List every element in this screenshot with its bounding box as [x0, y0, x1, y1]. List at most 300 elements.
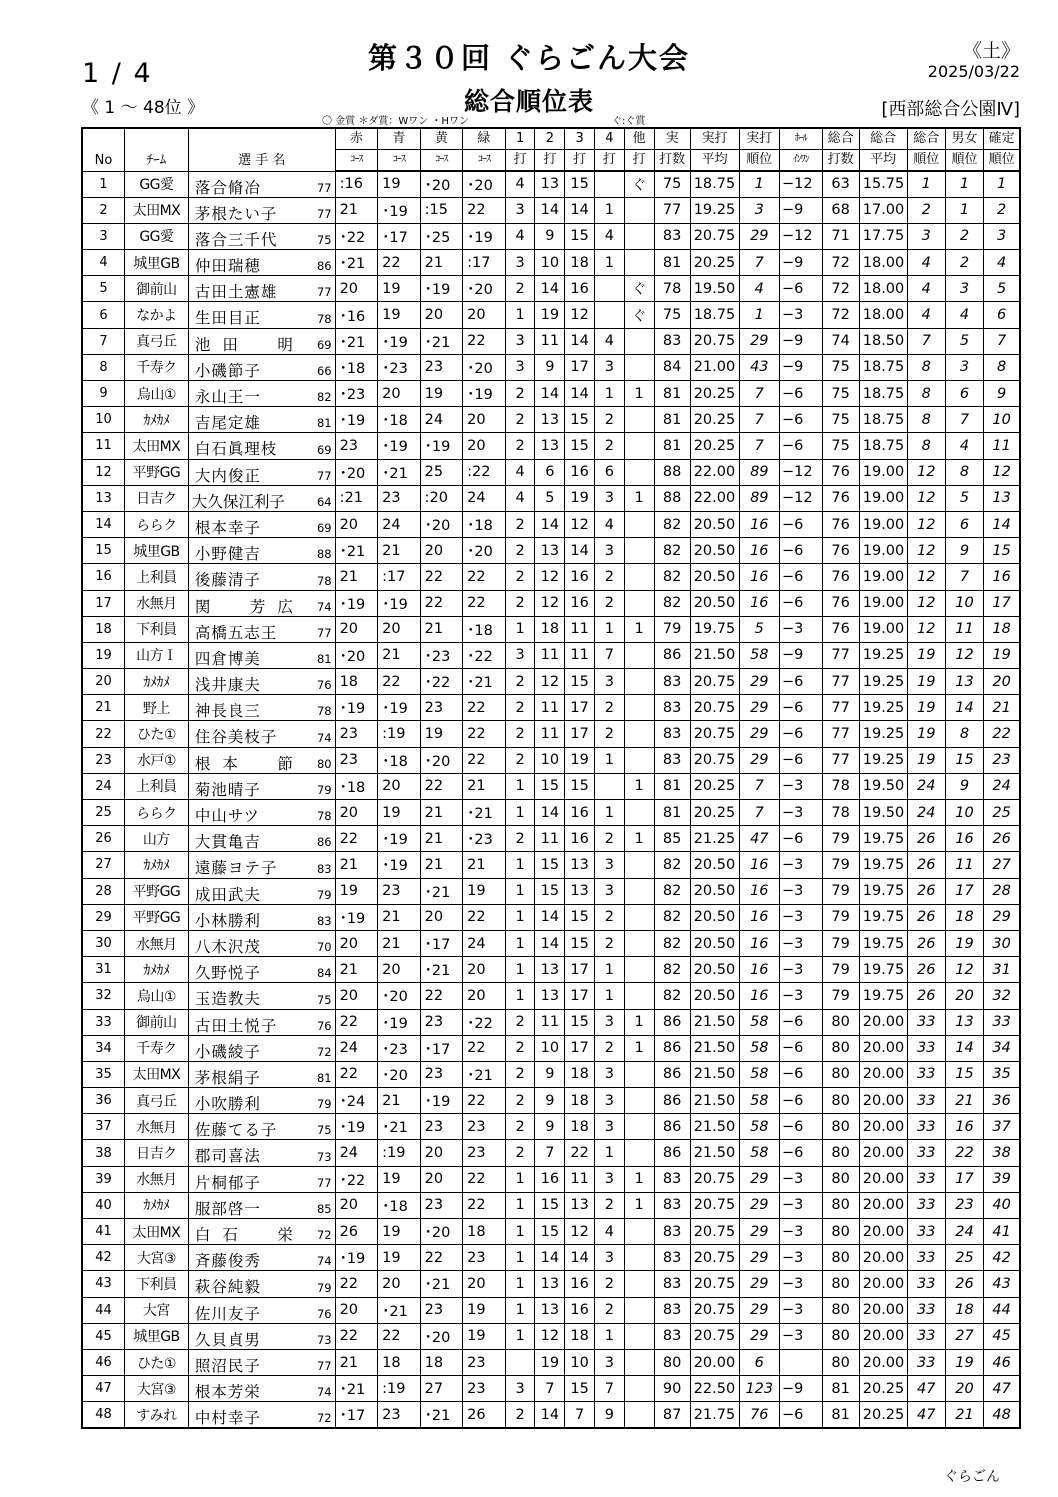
- cell-stroke-2: 13: [535, 407, 565, 433]
- col-red-sub: ｺｰｽ: [335, 150, 378, 172]
- cell-blue: 23: [378, 878, 421, 904]
- cell-stroke-1: 2: [505, 721, 535, 747]
- cell-team: 平野GG: [125, 459, 189, 485]
- cell-player: [188, 433, 335, 459]
- cell-team: ｶﾒｶﾒ: [125, 957, 189, 983]
- cell-red: :21: [335, 485, 378, 511]
- cell-green: 22: [463, 1166, 506, 1192]
- cell-final-rank: 20: [984, 669, 1020, 695]
- cell-blue: 19: [378, 302, 421, 328]
- cell-total: 79: [822, 826, 859, 852]
- cell-total-rank: 26: [907, 826, 945, 852]
- cell-red: ･18: [335, 773, 378, 799]
- cell-team: 大宮③: [125, 1376, 189, 1402]
- cell-total-avg: 19.75: [859, 852, 907, 878]
- player-age: 76: [316, 1306, 332, 1321]
- cell-stroke-2: 13: [535, 538, 565, 564]
- cell-gender-rank: 8: [945, 459, 983, 485]
- cell-stroke-other: [624, 669, 654, 695]
- cell-yellow: 25: [420, 459, 463, 485]
- cell-team: 水無月: [125, 590, 189, 616]
- cell-stroke-1: 1: [505, 930, 535, 956]
- cell-stroke-2: 9: [535, 1114, 565, 1140]
- cell-actual-avg: 20.50: [690, 930, 739, 956]
- cell-green: ･20: [463, 276, 506, 302]
- cell-red: ･19: [335, 695, 378, 721]
- cell-final-rank: 9: [984, 381, 1020, 407]
- cell-stroke-other: 1: [624, 826, 654, 852]
- cell-actual-avg: 20.25: [690, 800, 739, 826]
- cell-red: 21: [335, 957, 378, 983]
- cell-actual-rank: 1: [739, 302, 779, 328]
- cell-red: 21: [335, 197, 378, 223]
- cell-stroke-4: 1: [595, 381, 625, 407]
- table-row: [82, 930, 1020, 956]
- cell-stroke-3: 7: [565, 1402, 595, 1428]
- col-total-avg-sub: 平均: [859, 150, 907, 172]
- cell-no: 34: [82, 1035, 125, 1061]
- cell-no: 7: [82, 328, 125, 354]
- player-age: 83: [316, 861, 332, 876]
- cell-stroke-2: 14: [535, 800, 565, 826]
- player-name: 仲田瑞穂: [194, 257, 261, 276]
- cell-red: ･20: [335, 642, 378, 668]
- cell-red: ･17: [335, 1402, 378, 1428]
- cell-actual-rank: 16: [739, 511, 779, 537]
- cell-stroke-4: 3: [595, 1009, 625, 1035]
- cell-total-rank: 26: [907, 930, 945, 956]
- cell-stroke-other: [624, 983, 654, 1009]
- cell-total-rank: 8: [907, 381, 945, 407]
- cell-player: [188, 1271, 335, 1297]
- player-name: 郡司喜法: [194, 1147, 261, 1166]
- cell-stroke-2: 13: [535, 433, 565, 459]
- cell-team: 大宮: [125, 1297, 189, 1323]
- cell-stroke-other: 1: [624, 1166, 654, 1192]
- cell-stroke-2: 15: [535, 878, 565, 904]
- cell-green: 22: [463, 564, 506, 590]
- table-row: [82, 957, 1020, 983]
- cell-stroke-3: 18: [565, 1323, 595, 1349]
- cell-player: [188, 642, 335, 668]
- cell-total: 79: [822, 983, 859, 1009]
- cell-total-rank: 33: [907, 1219, 945, 1245]
- cell-total-rank: 47: [907, 1376, 945, 1402]
- cell-actual-avg: 18.75: [690, 302, 739, 328]
- cell-player: [188, 354, 335, 380]
- cell-yellow: 23: [420, 695, 463, 721]
- cell-team: 山方: [125, 826, 189, 852]
- cell-total-avg: 19.00: [859, 538, 907, 564]
- cell-stroke-3: 18: [565, 250, 595, 276]
- cell-hole: −3: [780, 1297, 823, 1323]
- cell-total-avg: 20.00: [859, 1166, 907, 1192]
- cell-total-rank: 12: [907, 538, 945, 564]
- cell-player: [188, 276, 335, 302]
- cell-final-rank: 36: [984, 1088, 1020, 1114]
- cell-stroke-3: 12: [565, 1219, 595, 1245]
- player-age: 77: [316, 180, 332, 195]
- cell-stroke-3: 11: [565, 616, 595, 642]
- cell-stroke-1: 2: [505, 276, 535, 302]
- cell-yellow: ･20: [420, 1323, 463, 1349]
- cell-stroke-4: 2: [595, 930, 625, 956]
- cell-actual: 83: [654, 1245, 690, 1271]
- cell-actual-avg: 20.00: [690, 1349, 739, 1375]
- cell-stroke-other: [624, 957, 654, 983]
- cell-team: 水無月: [125, 930, 189, 956]
- cell-red: 19: [335, 878, 378, 904]
- cell-player: [188, 1297, 335, 1323]
- page-indicator: 1 / 4: [82, 58, 153, 89]
- player-age: 79: [316, 783, 332, 797]
- player-age: 79: [316, 887, 332, 902]
- cell-player: [188, 695, 335, 721]
- cell-actual-avg: 20.25: [690, 407, 739, 433]
- cell-green: ･20: [463, 538, 506, 564]
- cell-total-avg: 19.00: [859, 564, 907, 590]
- cell-stroke-other: [624, 1061, 654, 1087]
- cell-player: [188, 485, 335, 511]
- cell-blue: ･18: [378, 1192, 421, 1218]
- cell-no: 17: [82, 590, 125, 616]
- cell-team: 日吉ク: [125, 485, 189, 511]
- cell-stroke-other: ぐ: [624, 171, 654, 197]
- cell-stroke-2: 13: [535, 957, 565, 983]
- cell-total: 75: [822, 433, 859, 459]
- cell-final-rank: 42: [984, 1245, 1020, 1271]
- cell-gender-rank: 21: [945, 1402, 983, 1428]
- cell-green: 22: [463, 328, 506, 354]
- cell-total-avg: 18.75: [859, 433, 907, 459]
- cell-actual-rank: 76: [739, 1402, 779, 1428]
- cell-actual-rank: 16: [739, 538, 779, 564]
- cell-stroke-4: 3: [595, 1349, 625, 1375]
- cell-hole: −3: [780, 1323, 823, 1349]
- cell-hole: −6: [780, 695, 823, 721]
- table-row: [82, 381, 1020, 407]
- cell-green: 24: [463, 485, 506, 511]
- cell-total-rank: 19: [907, 669, 945, 695]
- cell-final-rank: 38: [984, 1140, 1020, 1166]
- cell-gender-rank: 2: [945, 223, 983, 249]
- table-row: [82, 1376, 1020, 1402]
- cell-player: [188, 511, 335, 537]
- cell-red: 20: [335, 930, 378, 956]
- cell-yellow: ･20: [420, 171, 463, 197]
- cell-blue: 21: [378, 538, 421, 564]
- cell-final-rank: 11: [984, 433, 1020, 459]
- cell-total: 80: [822, 1009, 859, 1035]
- cell-team: 太田MX: [125, 197, 189, 223]
- cell-no: 8: [82, 354, 125, 380]
- cell-no: 37: [82, 1114, 125, 1140]
- cell-stroke-2: 19: [535, 302, 565, 328]
- ranking-table: [81, 127, 1021, 1429]
- cell-actual-avg: 20.75: [690, 1297, 739, 1323]
- cell-blue: 19: [378, 800, 421, 826]
- cell-final-rank: 15: [984, 538, 1020, 564]
- cell-actual-rank: 16: [739, 590, 779, 616]
- cell-player: [188, 1323, 335, 1349]
- cell-total: 80: [822, 1271, 859, 1297]
- cell-total: 80: [822, 1166, 859, 1192]
- cell-total-avg: 18.00: [859, 276, 907, 302]
- player-name: 久貝貞男: [194, 1330, 261, 1349]
- cell-no: 10: [82, 407, 125, 433]
- cell-gender-rank: 7: [945, 407, 983, 433]
- cell-green: 22: [463, 1035, 506, 1061]
- cell-total: 77: [822, 747, 859, 773]
- table-row: [82, 1349, 1020, 1375]
- cell-actual: 81: [654, 381, 690, 407]
- cell-blue: ･18: [378, 747, 421, 773]
- cell-hole: −6: [780, 1140, 823, 1166]
- cell-actual-rank: 29: [739, 1323, 779, 1349]
- cell-actual-avg: 20.50: [690, 957, 739, 983]
- cell-total-avg: 20.00: [859, 1323, 907, 1349]
- col-stroke-2-sub: 打: [535, 150, 565, 172]
- cell-stroke-other: [624, 1402, 654, 1428]
- cell-stroke-3: 11: [565, 1166, 595, 1192]
- cell-no: 44: [82, 1297, 125, 1323]
- cell-stroke-3: 15: [565, 773, 595, 799]
- cell-hole: −3: [780, 1192, 823, 1218]
- cell-stroke-4: 2: [595, 721, 625, 747]
- player-age: 77: [316, 468, 332, 483]
- cell-stroke-4: 1: [595, 957, 625, 983]
- cell-actual: 82: [654, 930, 690, 956]
- cell-hole: −6: [780, 1402, 823, 1428]
- cell-final-rank: 25: [984, 800, 1020, 826]
- cell-blue: ･19: [378, 590, 421, 616]
- player-name: 落合三千代: [194, 230, 278, 249]
- cell-stroke-1: 2: [505, 381, 535, 407]
- cell-yellow: 22: [420, 983, 463, 1009]
- player-age: 77: [316, 206, 332, 221]
- cell-no: 18: [82, 616, 125, 642]
- cell-team: 日吉ク: [125, 1140, 189, 1166]
- cell-actual-avg: 20.25: [690, 250, 739, 276]
- cell-player: [188, 1245, 335, 1271]
- cell-blue: 24: [378, 511, 421, 537]
- cell-stroke-2: 13: [535, 983, 565, 1009]
- player-name: 遠藤ヨテ子: [194, 859, 278, 878]
- cell-player: [188, 171, 335, 197]
- cell-hole: −12: [780, 459, 823, 485]
- cell-total-avg: 19.25: [859, 695, 907, 721]
- cell-actual-avg: 20.75: [690, 669, 739, 695]
- cell-red: 18: [335, 669, 378, 695]
- cell-stroke-2: 15: [535, 1219, 565, 1245]
- cell-total-avg: 19.25: [859, 642, 907, 668]
- cell-actual: 80: [654, 1349, 690, 1375]
- cell-stroke-2: 15: [535, 852, 565, 878]
- cell-no: 39: [82, 1166, 125, 1192]
- cell-actual-avg: 19.50: [690, 276, 739, 302]
- cell-green: 24: [463, 930, 506, 956]
- cell-red: 21: [335, 564, 378, 590]
- cell-yellow: ･21: [420, 878, 463, 904]
- cell-actual-rank: 4: [739, 276, 779, 302]
- cell-actual-rank: 89: [739, 459, 779, 485]
- cell-player: [188, 1061, 335, 1087]
- venue: [西部総合公園Ⅳ]: [881, 99, 1020, 120]
- cell-green: ･19: [463, 381, 506, 407]
- cell-team: 太田MX: [125, 433, 189, 459]
- player-age: 78: [316, 809, 332, 824]
- cell-final-rank: 13: [984, 485, 1020, 511]
- cell-green: 22: [463, 590, 506, 616]
- table-row: [82, 721, 1020, 747]
- player-name: 小林勝利: [194, 911, 261, 930]
- player-name: 八木沢茂: [194, 937, 261, 956]
- cell-total-avg: 19.75: [859, 983, 907, 1009]
- cell-hole: −3: [780, 1166, 823, 1192]
- cell-stroke-3: 15: [565, 407, 595, 433]
- cell-final-rank: 35: [984, 1061, 1020, 1087]
- cell-total-rank: 33: [907, 1009, 945, 1035]
- cell-stroke-2: 9: [535, 1088, 565, 1114]
- player-age: 77: [316, 285, 332, 300]
- cell-final-rank: 45: [984, 1323, 1020, 1349]
- cell-stroke-other: 1: [624, 773, 654, 799]
- player-age: 74: [316, 1385, 332, 1400]
- cell-total-avg: 20.00: [859, 1219, 907, 1245]
- page-title: 第３０回 ぐらごん大会: [367, 41, 691, 75]
- cell-total-rank: 33: [907, 1245, 945, 1271]
- cell-stroke-3: 10: [565, 1349, 595, 1375]
- cell-actual: 83: [654, 747, 690, 773]
- cell-stroke-4: [595, 171, 625, 197]
- cell-team: 城里GB: [125, 538, 189, 564]
- player-name: 白石 栄: [194, 1226, 305, 1244]
- cell-actual-rank: 43: [739, 354, 779, 380]
- player-name: 佐川友子: [194, 1304, 261, 1323]
- cell-stroke-1: 2: [505, 433, 535, 459]
- cell-stroke-1: 1: [505, 852, 535, 878]
- cell-stroke-other: [624, 511, 654, 537]
- cell-actual: 82: [654, 590, 690, 616]
- cell-stroke-1: 1: [505, 773, 535, 799]
- cell-yellow: ･21: [420, 957, 463, 983]
- cell-actual: 86: [654, 1140, 690, 1166]
- cell-yellow: ･21: [420, 328, 463, 354]
- cell-stroke-other: [624, 642, 654, 668]
- cell-stroke-2: 11: [535, 826, 565, 852]
- cell-no: 2: [82, 197, 125, 223]
- cell-actual-rank: 58: [739, 642, 779, 668]
- cell-stroke-2: 14: [535, 1402, 565, 1428]
- cell-actual-avg: 20.75: [690, 721, 739, 747]
- cell-actual-avg: 21.50: [690, 1114, 739, 1140]
- cell-stroke-other: ぐ: [624, 302, 654, 328]
- cell-stroke-2: 15: [535, 1192, 565, 1218]
- cell-red: ･21: [335, 250, 378, 276]
- cell-total: 76: [822, 564, 859, 590]
- cell-gender-rank: 12: [945, 957, 983, 983]
- cell-yellow: ･23: [420, 642, 463, 668]
- cell-blue: 23: [378, 485, 421, 511]
- col-green: 緑: [463, 128, 506, 150]
- cell-player: [188, 459, 335, 485]
- cell-total-avg: 19.00: [859, 459, 907, 485]
- player-age: 79: [316, 1097, 332, 1112]
- cell-yellow: 21: [420, 250, 463, 276]
- cell-total-avg: 20.00: [859, 1349, 907, 1375]
- cell-hole: −6: [780, 407, 823, 433]
- table-row: [82, 1166, 1020, 1192]
- cell-team: 水無月: [125, 1114, 189, 1140]
- cell-gender-rank: 10: [945, 800, 983, 826]
- cell-yellow: ･17: [420, 1035, 463, 1061]
- cell-total-rank: 7: [907, 328, 945, 354]
- cell-team: なかよ: [125, 302, 189, 328]
- cell-team: 上利員: [125, 564, 189, 590]
- player-age: 77: [316, 1175, 332, 1190]
- cell-green: 21: [463, 773, 506, 799]
- cell-hole: −3: [780, 1245, 823, 1271]
- cell-stroke-1: 2: [505, 1140, 535, 1166]
- cell-actual: 86: [654, 1061, 690, 1087]
- cell-gender-rank: 19: [945, 1349, 983, 1375]
- cell-player: [188, 852, 335, 878]
- cell-actual: 81: [654, 800, 690, 826]
- cell-stroke-2: 5: [535, 485, 565, 511]
- cell-blue: 22: [378, 250, 421, 276]
- cell-no: 30: [82, 930, 125, 956]
- player-name: 根本幸子: [194, 518, 261, 537]
- cell-stroke-2: 14: [535, 1245, 565, 1271]
- cell-actual-avg: 20.50: [690, 511, 739, 537]
- cell-actual: 82: [654, 983, 690, 1009]
- cell-team: 烏山①: [125, 983, 189, 1009]
- table-row: [82, 1061, 1020, 1087]
- cell-yellow: 23: [420, 1114, 463, 1140]
- cell-no: 5: [82, 276, 125, 302]
- table-row: [82, 171, 1020, 197]
- cell-total: 79: [822, 904, 859, 930]
- cell-red: ･21: [335, 1376, 378, 1402]
- cell-stroke-2: 14: [535, 930, 565, 956]
- cell-no: 9: [82, 381, 125, 407]
- cell-green: 20: [463, 957, 506, 983]
- cell-hole: −6: [780, 1114, 823, 1140]
- cell-actual-avg: 19.25: [690, 197, 739, 223]
- cell-stroke-1: 2: [505, 747, 535, 773]
- cell-stroke-other: [624, 721, 654, 747]
- player-age: 83: [316, 913, 332, 928]
- cell-player: [188, 564, 335, 590]
- cell-total-avg: 20.00: [859, 1192, 907, 1218]
- cell-total-rank: 24: [907, 773, 945, 799]
- table-row: [82, 1271, 1020, 1297]
- cell-stroke-3: 15: [565, 930, 595, 956]
- cell-stroke-3: 16: [565, 1297, 595, 1323]
- cell-team: 御前山: [125, 1009, 189, 1035]
- cell-stroke-other: [624, 538, 654, 564]
- cell-stroke-4: 3: [595, 1166, 625, 1192]
- cell-team: 真弓丘: [125, 1088, 189, 1114]
- cell-stroke-other: [624, 250, 654, 276]
- cell-stroke-2: 12: [535, 669, 565, 695]
- table-row: [82, 1402, 1020, 1428]
- cell-hole: −12: [780, 171, 823, 197]
- cell-total: 80: [822, 1297, 859, 1323]
- table-row: [82, 1140, 1020, 1166]
- cell-total: 77: [822, 695, 859, 721]
- cell-gender-rank: 3: [945, 354, 983, 380]
